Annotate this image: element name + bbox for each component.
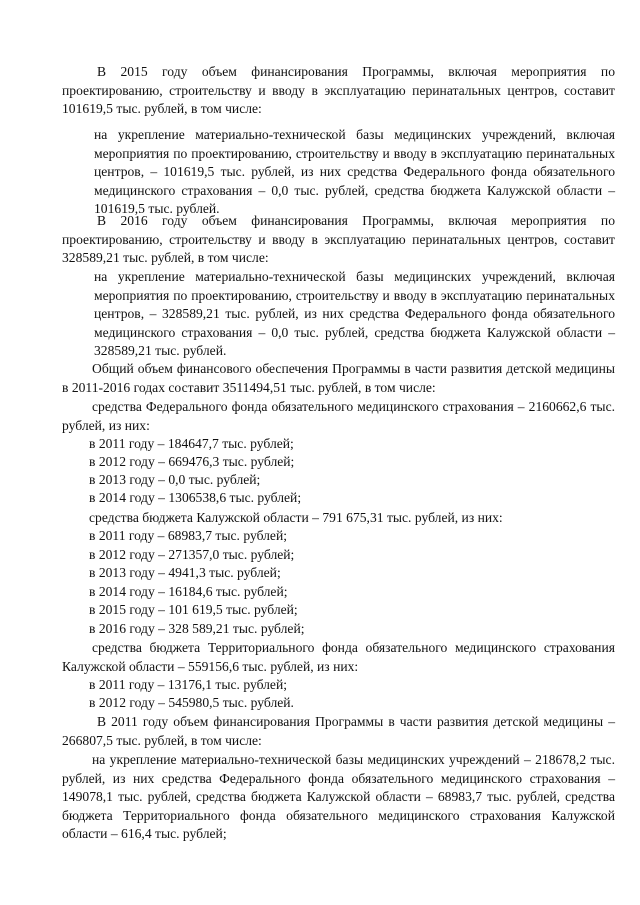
regional-year-2011: в 2011 году – 68983,7 тыс. рублей; (89, 528, 288, 543)
regional-year-2013: в 2013 году – 4941,3 тыс. рублей; (89, 565, 281, 580)
federal-year-2011: в 2011 году – 184647,7 тыс. рублей; (89, 436, 294, 451)
paragraph-2011-detail: на укрепление материально-технической базы медицинских учреждений – 218678,2 тыс. рублей, из них средства Федерального фонда обязательного медицинского страхования – 149078,1 тыс. рублей, средства бюджета Калужской области – 68983,7 тыс. рублей, средства бюджета Территориального фонда обязательного медицинского страхования Калужской области – 616,4 тыс. рублей; (62, 752, 615, 842)
paragraph-2015-intro: В 2015 году объем финансирования Программы, включая мероприятия по проектированию, строительству и вводу в эксплуатацию перинатальных центров, составит 101619,5 тыс. рублей, в том числе: (62, 64, 615, 117)
territorial-year-2012: в 2012 году – 545980,5 тыс. рублей. (89, 695, 294, 710)
regional-year-2016: в 2016 году – 328 589,21 тыс. рублей; (89, 621, 305, 636)
paragraph-2011-intro: В 2011 году объем финансирования Программы в части развития детской медицины – 266807,5 тыс. рублей, в том числе: (62, 714, 615, 748)
paragraph-2016-detail: на укрепление материально-технической базы медицинских учреждений, включая мероприятия по проектированию, строительству и вводу в эксплуатацию перинатальных центров, – 328589,21 тыс. рублей, из них средства Федерального фонда обязательного медицинского страхования – 0,0 тыс. рублей, средства бюджета Калужской области – 328589,21 тыс. рублей. (94, 269, 615, 359)
paragraph-total: Общий объем финансового обеспечения Программы в части развития детской медицины в 2011-2016 годах составит 3511494,51 тыс. рублей, в том числе: (62, 361, 615, 395)
territorial-year-2011: в 2011 году – 13176,1 тыс. рублей; (89, 677, 288, 692)
federal-year-2013: в 2013 году – 0,0 тыс. рублей; (89, 472, 261, 487)
paragraph-federal: средства Федерального фонда обязательного медицинского страхования – 2160662,6 тыс. рублей, из них: (62, 399, 615, 433)
regional-year-2014: в 2014 году – 16184,6 тыс. рублей; (89, 584, 288, 599)
regional-year-2015: в 2015 году – 101 619,5 тыс. рублей; (89, 602, 298, 617)
paragraph-regional: средства бюджета Калужской области – 791 675,31 тыс. рублей, из них: (89, 510, 503, 525)
paragraph-2015-detail: на укрепление материально-технической базы медицинских учреждений, включая мероприятия по проектированию, строительству и вводу в эксплуатацию перинатальных центров, – 101619,5 тыс. рублей, из них средства Федерального фонда обязательного медицинского страхования – 0,0 тыс. рублей, средства бюджета Калужской области – 101619,5 тыс. рублей. (94, 127, 615, 217)
paragraph-2016-intro: В 2016 году объем финансирования Программы, включая мероприятия по проектированию, строительству и вводу в эксплуатацию перинатальных центров, составит 328589,21 тыс. рублей, в том числе: (62, 213, 615, 266)
regional-year-2012: в 2012 году – 271357,0 тыс. рублей; (89, 547, 295, 562)
federal-year-2014: в 2014 году – 1306538,6 тыс. рублей; (89, 490, 302, 505)
federal-year-2012: в 2012 году – 669476,3 тыс. рублей; (89, 454, 295, 469)
paragraph-territorial: средства бюджета Территориального фонда обязательного медицинского страхования Калужской области – 559156,6 тыс. рублей, из них: (62, 640, 615, 674)
